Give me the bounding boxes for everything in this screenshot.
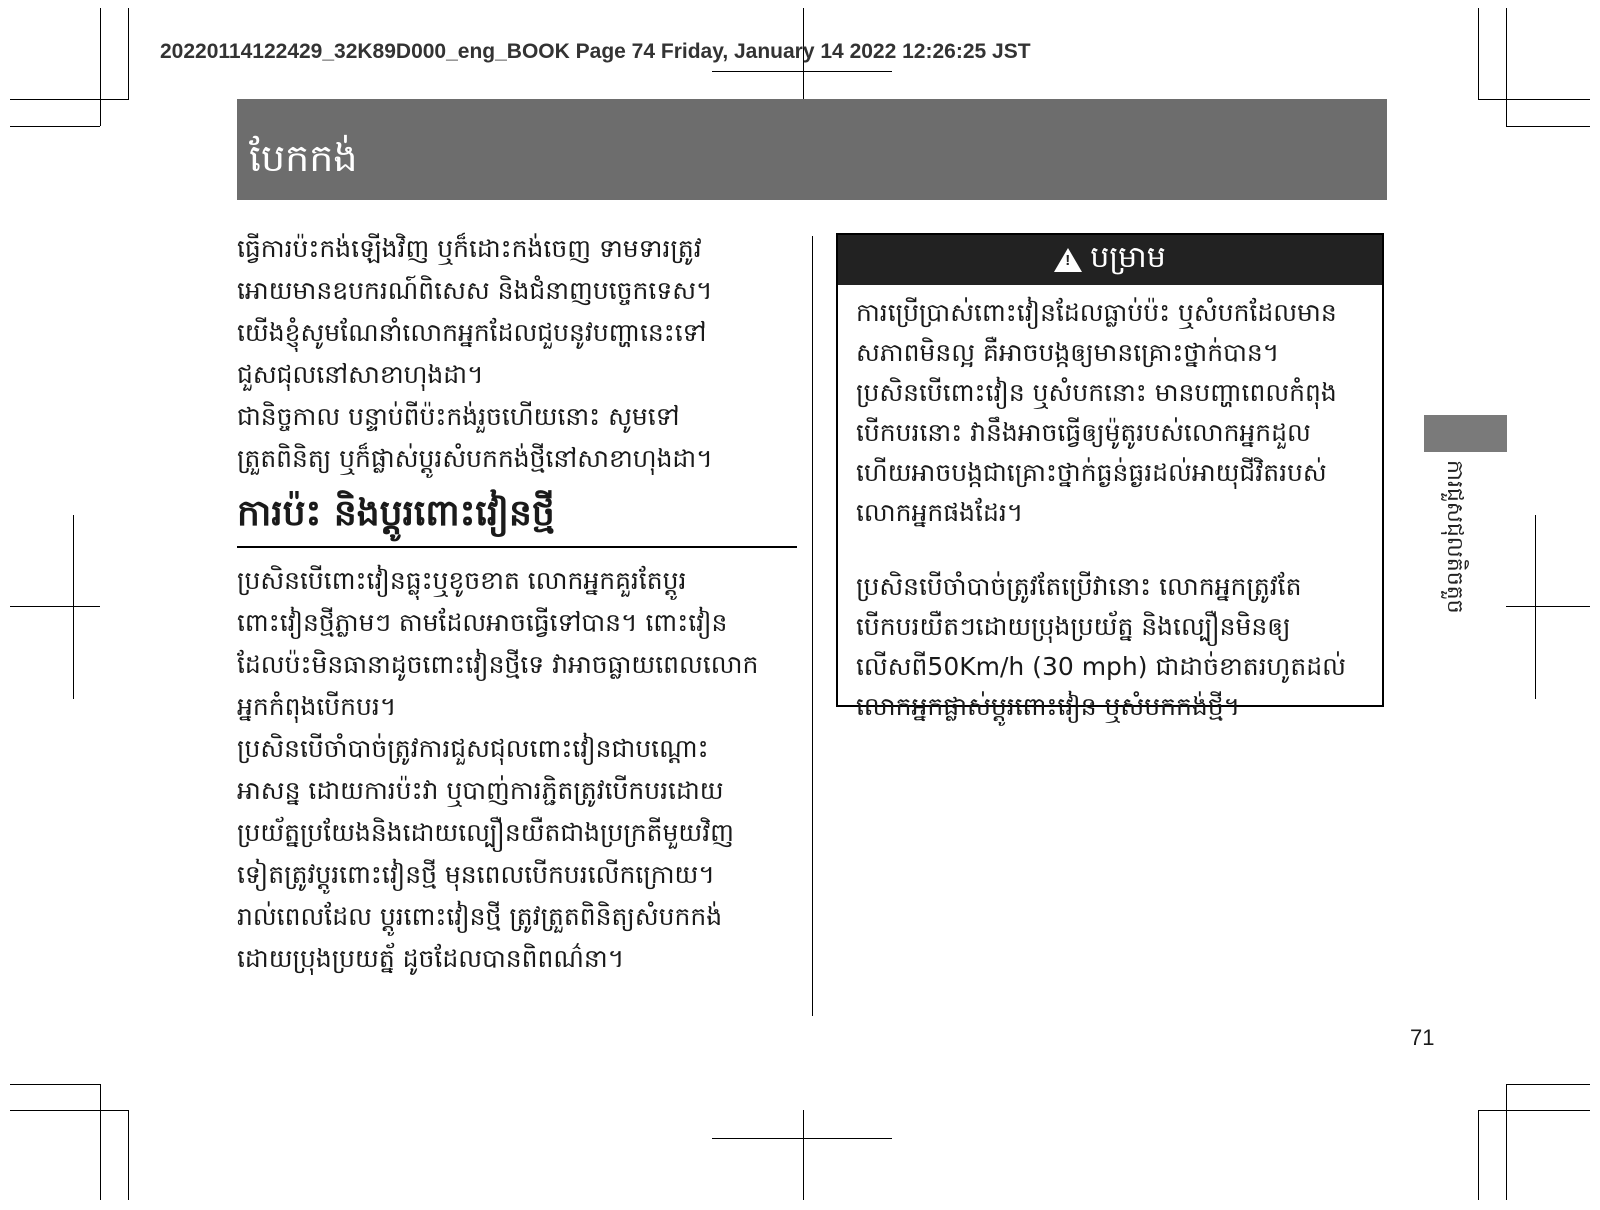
body-line: ប្រសិនបើចាំបាច់ត្រូវការជួសជុលពោះវៀនជាបណ្ដោះ <box>237 734 709 763</box>
page-number: 71 <box>1410 1025 1435 1050</box>
intro-line: យើងខ្ញុំសូមណែនាំលោកអ្នកដែលជួបនូវបញ្ហានេះទៅ <box>237 318 707 347</box>
crop-mark <box>1478 1110 1590 1111</box>
warning-body <box>838 285 1382 735</box>
warning-line: លើសពី50Km/h (30 mph) ជាដាច់ខាតរហូតដល់ <box>856 652 1346 681</box>
crop-mark <box>1506 606 1590 607</box>
warning-line: ហើយអាចបង្កជាគ្រោះថ្នាក់ធ្ងន់ធ្ងរដល់អាយុជីវិតរបស់ <box>856 458 1327 487</box>
title-bar <box>237 99 1387 200</box>
crop-mark <box>803 1110 804 1200</box>
crop-mark <box>1506 1084 1590 1085</box>
intro-line: ត្រួតពិនិត្យ ឬក៏ផ្លាស់ប្ដូរសំបកកង់ថ្មីនៅសាខាហុងដា។ <box>237 444 713 473</box>
crop-mark <box>1478 99 1590 100</box>
body-line: ដែលប៉ះមិនធានាដូចពោះវៀនថ្មីទេ វាអាចធ្លាយពេលលោក <box>237 650 759 679</box>
warning-header <box>838 235 1382 285</box>
intro-line: ធ្វើការប៉ះកង់ឡើងវិញ ឬក៏ដោះកង់ចេញ ទាមទារត្រូវ <box>237 234 702 263</box>
body-line: ប្រសិនបើពោះវៀនធ្លុះឬខូចខាត លោកអ្នកគួរតែប្ដូរ <box>237 566 687 595</box>
body-line: អាសន្ន ដោយការប៉ះវា ឬបាញ់ការភ្ជិតត្រូវបើកបរដោយ <box>237 776 724 805</box>
crop-mark <box>1506 1084 1507 1200</box>
warning-line: បើកបរយឺតៗដោយប្រុងប្រយ័ត្ន និងល្បឿនមិនឲ្យ <box>856 612 1291 641</box>
crop-mark <box>10 99 128 100</box>
crop-mark <box>10 1084 100 1085</box>
crop-mark <box>1506 8 1507 126</box>
crop-mark <box>712 1138 892 1139</box>
crop-mark <box>100 8 101 126</box>
crop-mark <box>1478 8 1479 100</box>
warning-triangle-icon: ! <box>1054 248 1082 272</box>
intro-line: អោយមានឧបករណ៍ពិសេស និងជំនាញបច្ចេកទេស។ <box>237 276 713 305</box>
side-tab <box>1424 415 1507 452</box>
header-underline <box>712 71 892 72</box>
crop-mark <box>1535 515 1536 699</box>
crop-mark <box>73 515 74 699</box>
crop-mark <box>1506 126 1590 127</box>
warning-label: បម្រាម <box>1090 240 1166 275</box>
body-line: ពោះវៀនថ្មីភ្លាមៗ តាមដែលអាចធ្វើទៅបាន។ ពោះវៀន <box>237 608 728 637</box>
body-line: អ្នកកំពុងបើកបរ។ <box>237 692 397 721</box>
crop-mark <box>128 8 129 100</box>
left-column <box>237 228 797 980</box>
warning-box <box>836 233 1384 721</box>
warning-line: លោកអ្នកផងដែរ។ <box>856 498 1024 527</box>
intro-line: ជានិច្ចកាល បន្ទាប់ពីប៉ះកង់រួចហើយនោះ សូមទៅ <box>237 402 680 431</box>
crop-mark <box>10 1110 128 1111</box>
body-line: រាល់ពេលដែល ប្ដូរពោះវៀនថ្មី ត្រូវត្រួតពិនិត្យសំបកកង់ <box>237 902 723 931</box>
side-tab-label: ការជួសជុលតិចតួច <box>1442 460 1467 614</box>
warning-line: សភាពមិនល្អ គឺអាចបង្កឲ្យមានគ្រោះថ្នាក់បាន។ <box>856 338 1280 367</box>
warning-line: លោកអ្នកផ្លាស់ប្ដូរពោះវៀន ឬសំបកកង់ថ្មី។ <box>856 692 1241 721</box>
warning-line: ប្រសិនបើពោះវៀន ឬសំបកនោះ មានបញ្ហាពេលកំពុង <box>856 378 1337 407</box>
page-title: បែកកង់ <box>249 136 358 180</box>
column-divider <box>812 236 813 1016</box>
warning-line: ការប្រើប្រាស់ពោះវៀនដែលធ្លាប់ប៉ះ ឬសំបកដែលមាន <box>856 298 1337 327</box>
crop-mark <box>10 126 100 127</box>
crop-mark <box>100 1084 101 1200</box>
crop-mark <box>128 1110 129 1200</box>
warning-line: បើកបរនោះ វានឹងអាចធ្វើឲ្យម៉ូតូរបស់លោកអ្នកដួល <box>856 418 1311 447</box>
body-line: ដោយប្រុងប្រយត្ន័ ដូចដែលបានពិពណ៌នា។ <box>237 944 625 973</box>
print-header: 20220114122429_32K89D000_eng_BOOK Page 74 Friday, January 14 2022 12:26:25 JST <box>160 40 1031 63</box>
body-line: ទៀតត្រូវប្ដូរពោះវៀនថ្មី មុនពេលបើកបរលើកក្រោយ។ <box>237 860 715 889</box>
intro-line: ជួសជុលនៅសាខាហុងដា។ <box>237 360 484 389</box>
warning-line: ប្រសិនបើចាំបាច់ត្រូវតែប្រើវានោះ លោកអ្នកត្រូវតែ <box>856 572 1302 601</box>
section-heading: ការប៉ះ និងប្ដូរពោះវៀនថ្មី <box>237 488 797 548</box>
crop-mark <box>1478 1110 1479 1200</box>
body-line: ប្រយ័ត្នប្រយែងនិងដោយល្បឿនយឺតជាងប្រក្រតីមួយវិញ <box>237 818 734 847</box>
crop-mark <box>10 606 100 607</box>
